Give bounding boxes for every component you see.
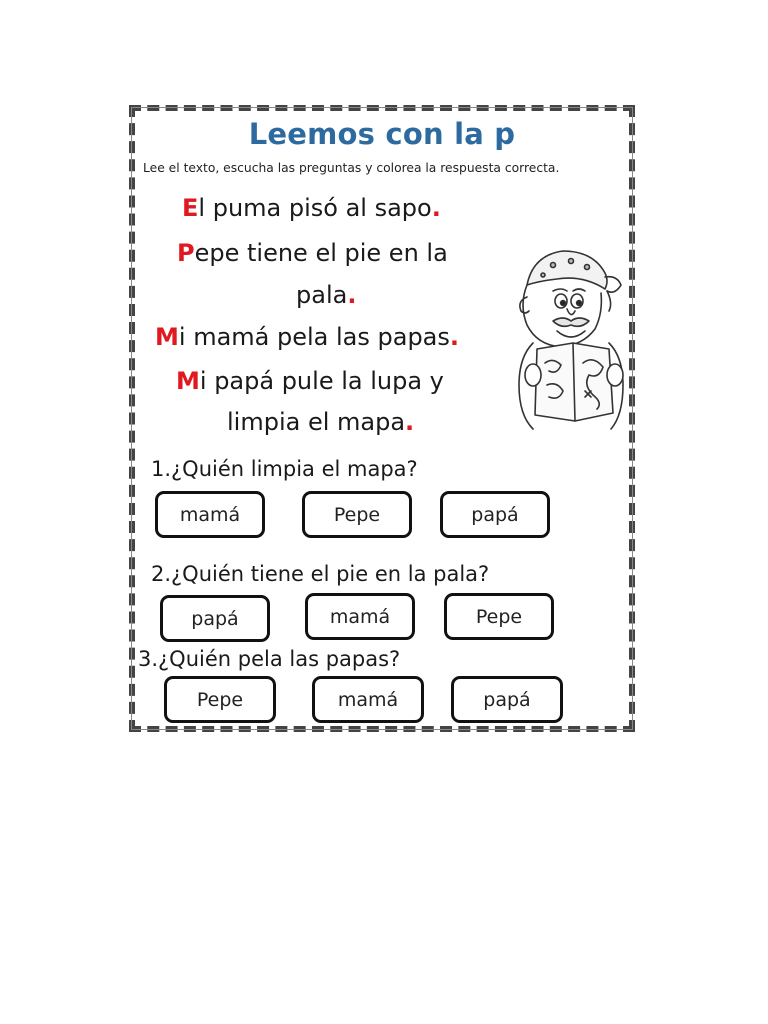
pirate-reading-map-illustration	[513, 245, 625, 433]
line-text: i mamá pela las papas	[178, 323, 450, 351]
answer-option-pepe[interactable]: Pepe	[444, 593, 554, 640]
worksheet-page	[129, 105, 635, 732]
worksheet-title: Leemos con la p	[248, 117, 516, 151]
answer-option-pepe[interactable]: Pepe	[164, 676, 276, 723]
reading-line-3	[296, 281, 356, 309]
line-text: l puma pisó al sapo	[198, 194, 432, 222]
reading-line-5	[176, 367, 444, 395]
answer-option-mama[interactable]: mamá	[155, 491, 265, 538]
period: .	[449, 323, 460, 351]
answer-option-papa[interactable]: papá	[160, 595, 270, 642]
reading-line-4	[155, 323, 459, 351]
period: .	[347, 281, 357, 309]
initial-letter: E	[182, 194, 199, 222]
answer-option-papa[interactable]: papá	[451, 676, 563, 723]
answer-option-pepe[interactable]: Pepe	[302, 491, 412, 538]
line-text: pala	[296, 281, 348, 309]
period: .	[405, 408, 415, 436]
line-text: limpia el mapa	[227, 408, 406, 436]
reading-line-2	[177, 239, 448, 267]
initial-letter: M	[176, 367, 200, 395]
answer-option-mama[interactable]: mamá	[305, 593, 415, 640]
question-2: 2.¿Quién tiene el pie en la pala?	[151, 562, 490, 586]
line-text: epe tiene el pie en la	[194, 239, 448, 267]
question-1: 1.¿Quién limpia el mapa?	[151, 457, 418, 481]
answer-option-mama[interactable]: mamá	[312, 676, 424, 723]
answer-option-papa[interactable]: papá	[440, 491, 550, 538]
reading-line-6	[227, 408, 414, 436]
question-3: 3.¿Quién pela las papas?	[138, 647, 401, 671]
period: .	[431, 194, 441, 222]
initial-letter: P	[177, 239, 195, 267]
line-text: i papá pule la lupa y	[199, 367, 444, 395]
initial-letter: M	[155, 323, 179, 351]
instructions-text: Lee el texto, escucha las preguntas y colorea la respuesta correcta.	[143, 161, 560, 175]
reading-line-1	[182, 194, 441, 222]
